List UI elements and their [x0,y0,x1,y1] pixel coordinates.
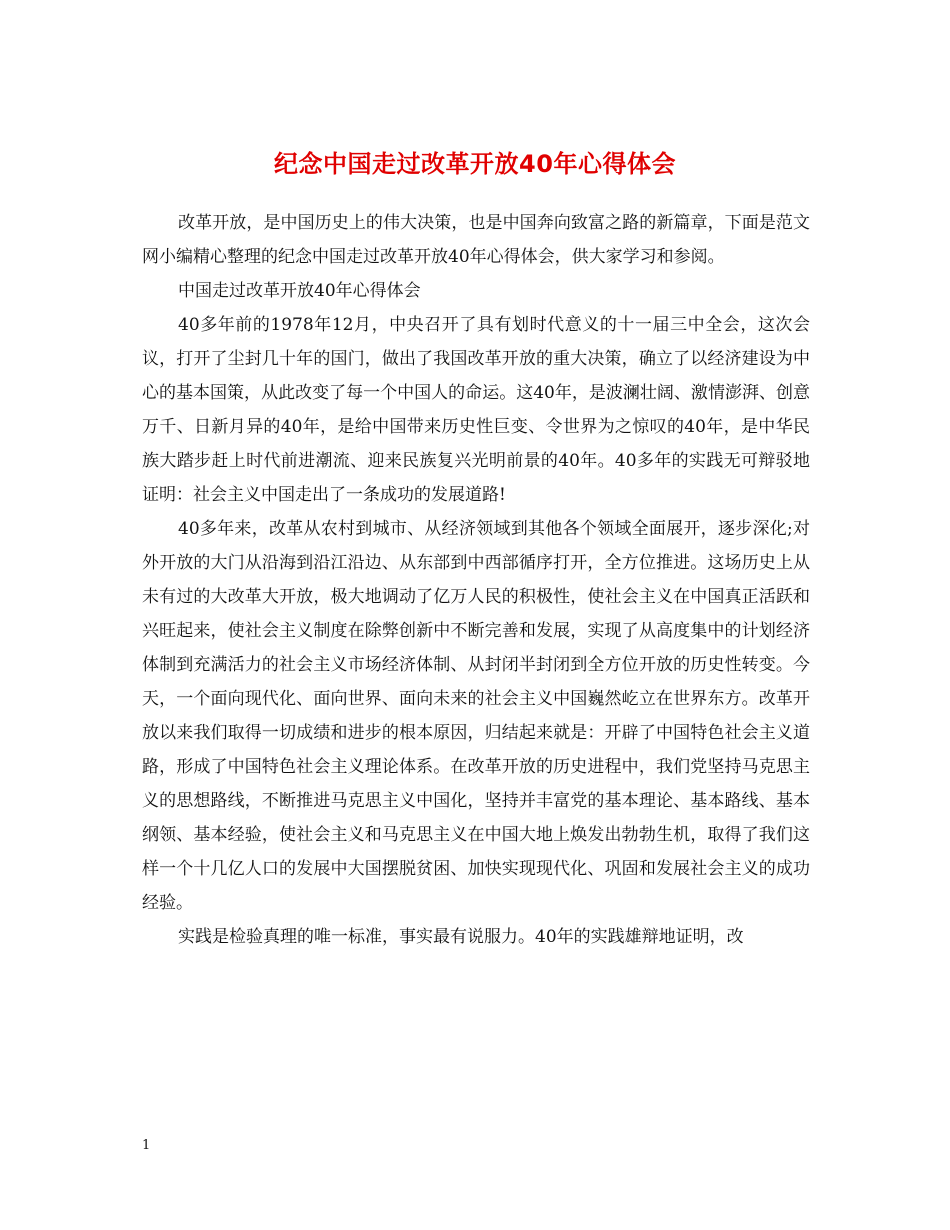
document-body [142,206,810,954]
body-paragraph-3: 实践是检验真理的唯一标准，事实最有说服力。40年的实践雄辩地证明，改 [178,927,744,947]
section-heading: 中国走过改革开放40年心得体会 [178,281,421,301]
body-paragraph-2: 40多年来，改革从农村到城市、从经济领域到其他各个领域全面展开，逐步深化;对外开放的大门从沿海到沿江沿边、从东部到中西部循序打开，全方位推进。这场历史上从未有过的大改革大开放，极大地调动了亿万人民的积极性，使社会主义在中国真正活跃和兴旺起来，使社会主义制度在除弊创新中不断完善和发展，实现了从高度集中的计划经济体制到充满活力的社会主义市场经济体制、从封闭半封闭到全方位开放的历史性转变。今天，一个面向现代化、面向世界、面向未来的社会主义中国巍然屹立在世界东方。改革开放以来我们取得一切成绩和进步的根本原因，归结起来就是：开辟了中国特色社会主义道路，形成了中国特色社会主义理论体系。在改革开放的历史进程中，我们党坚持马克思主义的思想路线，不断推进马克思主义中国化，坚持并丰富党的基本理论、基本路线、基本纲领、基本经验，使社会主义和马克思主义在中国大地上焕发出勃勃生机，取得了我们这样一个十几亿人口的发展中大国摆脱贫困、加快实现现代化、巩固和发展社会主义的成功经验。 [142,519,810,913]
page-number: 1 [142,1138,151,1153]
intro-paragraph: 改革开放，是中国历史上的伟大决策，也是中国奔向致富之路的新篇章，下面是范文网小编精心整理的纪念中国走过改革开放40年心得体会，供大家学习和参阅。 [142,213,810,267]
body-paragraph-1: 40多年前的1978年12月，中央召开了具有划时代意义的十一届三中全会，这次会议，打开了尘封几十年的国门，做出了我国改革开放的重大决策，确立了以经济建设为中心的基本国策，从此改变了每一个中国人的命运。这40年，是波澜壮阔、激情澎湃、创意万千、日新月异的40年，是给中国带来历史性巨变、令世界为之惊叹的40年，是中华民族大踏步赶上时代前进潮流、迎来民族复兴光明前景的40年。40多年的实践无可辩驳地证明：社会主义中国走出了一条成功的发展道路! [142,315,810,505]
document-title: 纪念中国走过改革开放40年心得体会 [274,150,676,179]
